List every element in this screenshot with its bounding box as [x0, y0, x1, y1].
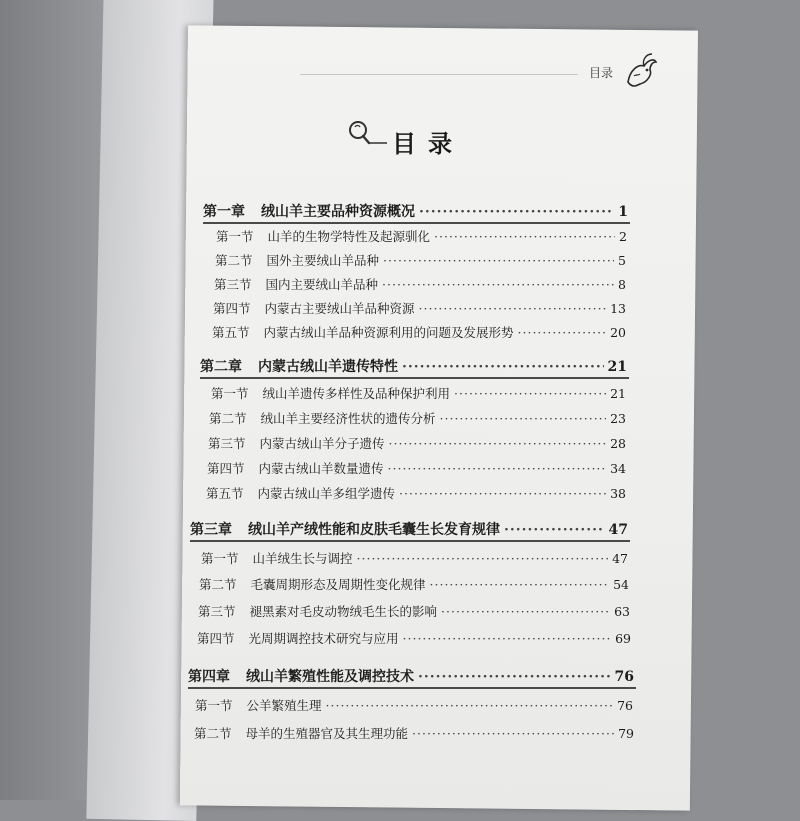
- section-number: 第三节: [208, 436, 246, 451]
- section-title: 内蒙古绒山羊分子遗传: [259, 436, 385, 451]
- section-title: 国外主要绒山羊品种: [266, 253, 380, 268]
- chapter-underline: [190, 540, 630, 542]
- page-number: 20: [610, 325, 626, 340]
- toc-section-entry: [209, 409, 626, 427]
- page-number: 8: [618, 277, 626, 292]
- chapter-underline: [188, 687, 636, 689]
- toc-section-entry: [207, 459, 626, 477]
- section-number: 第四节: [197, 631, 235, 646]
- toc-section-entry: [201, 549, 628, 567]
- section-title: 内蒙古绒山羊多组学遗传: [257, 486, 396, 501]
- dot-leader: [403, 631, 612, 646]
- section-title: 母羊的生殖器官及其生理功能: [245, 726, 409, 741]
- dot-leader: [402, 359, 604, 375]
- toc-chapter-entry: [203, 201, 628, 221]
- toc-section-entry: [211, 384, 626, 402]
- dot-leader: [441, 604, 610, 619]
- dot-leader: [382, 277, 614, 292]
- page-number: 76: [614, 669, 634, 685]
- dot-leader: [454, 386, 606, 401]
- section-number: 第三节: [198, 604, 236, 619]
- section-number: 第一节: [216, 229, 254, 244]
- chapter-underline: [203, 222, 630, 224]
- toc-section-entry: [197, 629, 631, 647]
- section-number: 第三节: [214, 277, 252, 292]
- page-number: 21: [610, 386, 626, 401]
- toc-section-entry: [208, 434, 626, 452]
- page-number: 69: [615, 631, 631, 646]
- page-number: 47: [612, 551, 628, 566]
- page-number: 5: [618, 253, 626, 268]
- section-title: 山羊绒生长与调控: [252, 551, 353, 566]
- toc-section-entry: [212, 323, 626, 341]
- page-number: 54: [613, 577, 629, 592]
- dot-leader: [357, 551, 609, 566]
- chapter-title: 绒山羊产绒性能和皮肤毛囊生长发育规律: [248, 522, 500, 538]
- dot-leader: [418, 669, 611, 685]
- toc-section-entry: [215, 251, 626, 269]
- page-number: 2: [619, 229, 627, 244]
- page-number: 63: [614, 604, 630, 619]
- toc-section-entry: [198, 602, 630, 620]
- section-title: 内蒙古主要绒山羊品种资源: [264, 301, 415, 316]
- dot-leader: [383, 253, 614, 268]
- section-number: 第一节: [195, 698, 233, 713]
- page-number: 28: [610, 436, 626, 451]
- section-title: 国内主要绒山羊品种: [265, 277, 379, 292]
- dot-leader: [440, 411, 607, 426]
- section-number: 第二节: [199, 577, 237, 592]
- toc-section-entry: [214, 275, 626, 293]
- toc-section-entry: [213, 299, 626, 317]
- dot-leader: [434, 229, 615, 244]
- section-title: 绒山羊主要经济性状的遗传分析: [260, 411, 436, 426]
- section-number: 第二节: [209, 411, 247, 426]
- running-header-label: 目录: [589, 66, 614, 80]
- chapter-number: 第一章: [203, 204, 245, 220]
- page-number: 38: [610, 486, 626, 501]
- chapter-title: 绒山羊繁殖性能及调控技术: [246, 669, 414, 685]
- page-number: 79: [618, 726, 634, 741]
- chapter-title: 绒山羊主要品种资源概况: [261, 204, 415, 220]
- chapter-title: 内蒙古绒山羊遗传特性: [258, 359, 398, 375]
- section-number: 第一节: [211, 386, 249, 401]
- dot-leader: [412, 726, 614, 741]
- section-number: 第四节: [213, 301, 251, 316]
- page-number: 1: [618, 204, 628, 220]
- toc-chapter-entry: [188, 666, 634, 686]
- section-title: 光周期调控技术研究与应用: [248, 631, 399, 646]
- section-number: 第二节: [194, 726, 232, 741]
- toc-section-entry: [195, 696, 633, 714]
- dot-leader: [419, 301, 607, 316]
- section-number: 第二节: [215, 253, 253, 268]
- section-title: 褪黑素对毛皮动物绒毛生长的影响: [249, 604, 438, 619]
- section-number: 第四节: [207, 461, 245, 476]
- section-number: 第五节: [206, 486, 244, 501]
- toc-section-entry: [206, 484, 626, 502]
- chapter-number: 第四章: [188, 669, 230, 685]
- section-title: 山羊的生物学特性及起源驯化: [267, 229, 431, 244]
- toc-section-entry: [199, 575, 629, 593]
- section-title: 内蒙古绒山羊数量遗传: [258, 461, 384, 476]
- page-number: 23: [610, 411, 626, 426]
- chapter-number: 第二章: [200, 359, 242, 375]
- section-title: 公羊繁殖生理: [246, 698, 322, 713]
- chapter-number: 第三章: [190, 522, 232, 538]
- dot-leader: [504, 522, 605, 538]
- page-title: 目录: [392, 129, 464, 158]
- section-title: 内蒙古绒山羊品种资源利用的问题及发展形势: [263, 325, 514, 340]
- chapter-underline: [200, 377, 629, 379]
- page-number: 34: [610, 461, 626, 476]
- toc-chapter-entry: [190, 519, 628, 539]
- dot-leader: [389, 436, 607, 451]
- section-title: 毛囊周期形态及周期性变化规律: [250, 577, 426, 592]
- dot-leader: [430, 577, 610, 592]
- page-number: 47: [608, 522, 628, 538]
- page-number: 21: [607, 359, 627, 375]
- page-number: 13: [610, 301, 626, 316]
- toc-section-entry: [194, 724, 634, 742]
- dot-leader: [388, 461, 607, 476]
- toc-section-entry: [216, 227, 627, 245]
- page-number: 76: [617, 698, 633, 713]
- dot-leader: [326, 698, 614, 713]
- section-number: 第一节: [201, 551, 239, 566]
- section-title: 绒山羊遗传多样性及品种保护利用: [262, 386, 451, 401]
- dot-leader: [399, 486, 606, 501]
- toc-chapter-entry: [200, 356, 627, 376]
- dot-leader: [419, 204, 614, 220]
- section-number: 第五节: [212, 325, 250, 340]
- dot-leader: [518, 325, 607, 340]
